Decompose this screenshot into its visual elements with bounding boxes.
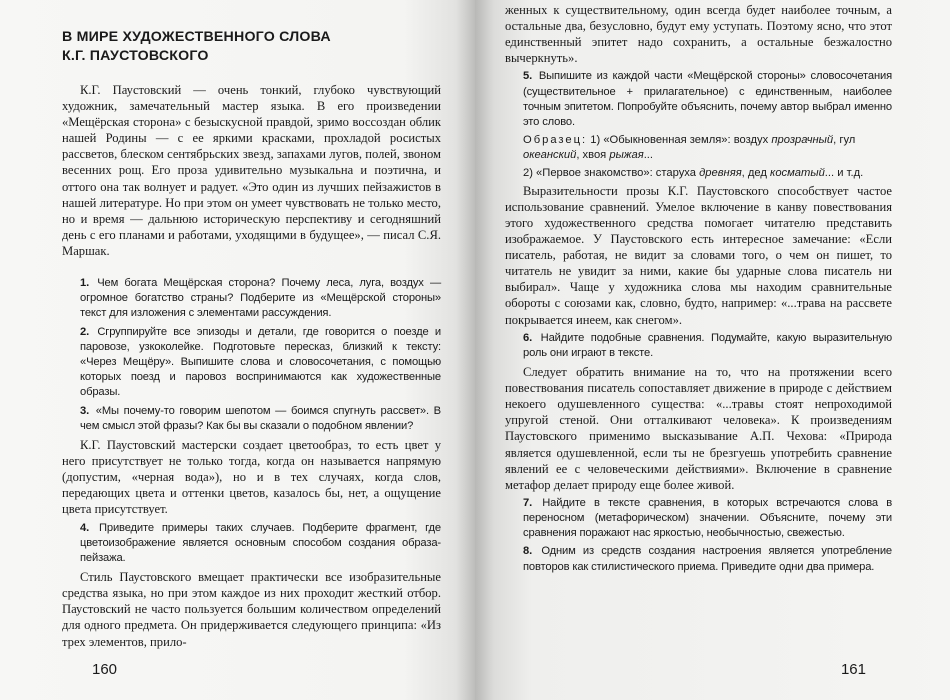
question-number: 8. [523,545,533,558]
question-6 [505,331,892,361]
question-number: 4. [80,521,90,534]
color-paragraph: К.Г. Паустовский мастерски создает цветообраз, то есть цвет у него присутствует не только тогда, когда он называется напрямую (допустим, «черная вода»), но и в тех случаях, когда слов, передающих цвета и оттенки цветов, казалось бы, нет, а ощущение цвета присутствует. [62,438,441,517]
spacer [62,259,441,273]
example-2-epithet-2: косматый [770,166,825,179]
right-page [475,0,950,700]
example-1-epithet-3: рыжая [609,149,644,162]
question-1 [62,276,441,322]
question-text: Найдите подобные сравнения. Подумайте, какую выразительную роль они играют в тексте. [523,331,892,359]
example-2-part-e: ... и т.д. [824,166,864,179]
example-1-epithet-1: прозрачный [771,134,834,147]
example-2-part-c: , дед [741,166,771,179]
question-number: 1. [80,277,90,290]
question-number: 7. [523,496,533,509]
page-number-right: 161 [840,661,866,678]
question-7 [505,496,892,542]
example-1-part-a: 1) «Обыкновенная земля»: воздух [590,134,772,147]
question-text: Приведите примеры таких случаев. Подберите фрагмент, где цветоизображение является основным способом создания образа-пейзажа. [80,521,441,564]
example-1-epithet-2: океанский [523,149,577,162]
question-number: 3. [80,404,90,417]
question-text: Найдите в тексте сравнения, в которых встречаются слова в переносном (метафорическом) значении. Объясните, почему эти сравнения поражают нас яркостью, необычностью, свежестью. [523,496,892,540]
question-5 [505,69,892,130]
comparison-paragraph: Выразительности прозы К.Г. Паустовского способствует частое использование сравнений. Умелое включение в канву повествования этого художественного средства помогает читателю представить изображаемое. У Паустовского есть интересное замечание: «Если писатель, работая, не видит за словами того, о чем он пишет, то читатель не увидит за ними, какие бы ударные слова писатель ни выбирал». Чаще у художника слова мы находим сравнительные обороты с союзами как, словно, будто, например: «...трава на рассвете покрывается инеем, как снегом». [505,183,892,327]
question-number: 5. [523,70,533,83]
question-text: Одним из средств создания настроения является употребление повторов как стилистического приема. Приведите одни два примера. [523,545,892,573]
example-label: Образец: [523,134,588,147]
page-number-left: 160 [92,661,118,678]
question-8 [505,544,892,574]
example-1-part-g: ... [643,149,654,162]
attention-paragraph: Следует обратить внимание на то, что на протяжении всего повествования писатель сопоставляет движение в природе с действием некоего одушевленного существа: «...травы стоят непроходимой упругой стеной. Они отталкивают человека». К произведениям Паустовского применимо высказывание А.П. Чехова: «Природа является одушевленной, если ты не брезгуешь употребить сравнение явлений ее с человеческими действиями». Включение в сравнение метафор делает природу еще более живой. [505,365,892,492]
question-3 [62,404,441,434]
question-text: Чем богата Мещёрская сторона? Почему леса, луга, воздух — огромное богатство страны? Подберите из «Мещёрской стороны» текст для изложения с элементами рассуждения. [80,277,441,320]
intro-paragraph: К.Г. Паустовский — очень тонкий, глубоко чувствующий художник, замечательный мастер языка. В его произведении «Мещёрская сторона» с безыскусной правдой, зримо воссоздан облик нашей Родины — с ее яркими красками, прохладой росистых рассветов, блеском сентябрьских звезд, запахами лугов, полей, звоном весенних рощ. Его проза удивительно музыкальна и поэтична, и оттого она так волнует и радует. «Это один из лучших пейзажистов в нашей литературе. Но при этом он умеет чувствовать не только место, но и время — дальнюю историческую перспективу и сегодняшний день с его планами и работами, уходящими в будущее», — писал С.Я. Маршак. [62,83,441,258]
heading-line-2: К.Г. ПАУСТОВСКОГО [62,48,209,64]
example-2-epithet-1: древняя [699,166,742,179]
question-number: 6. [523,331,533,344]
question-text: Сгруппируйте все эпизоды и детали, где говорится о поезде и паровозе, узкоколейке. Подготовьте пересказ, близкий к тексту: «Через Мещёру». Выпишите слова и словосочетания, с помощью которых поезд и паровоз воспринимаются как художественные образы. [80,325,441,399]
example-1-part-e: , хвоя [576,149,610,162]
chapter-heading [62,28,441,66]
question-text: Выпишите из каждой части «Мещёрской стороны» словосочетания (существительное + прилагательное) с единственным, наиболее точным эпитетом. Попробуйте объяснить, почему автор выбрал именно это слово. [523,70,892,128]
question-2 [62,325,441,401]
example-2-part-a: 2) «Первое знакомство»: старуха [523,166,700,179]
example-block-2 [505,166,892,181]
example-block-1 [505,133,892,163]
question-number: 2. [80,325,90,338]
question-text: «Мы почему-то говорим шепотом — боимся спугнуть рассвет». В чем смысл этой фразы? Как бы вы сказали о подобном явлении? [80,404,441,432]
example-1-part-c: , гул [833,134,856,147]
continued-paragraph: женных к существительному, один всегда будет наиболее точным, а остальные два, безусловно, будут ему уступать. Поэтому ясно, что этот единственный эпитет надо сохранить, а остальные безжалостно вычеркнуть». [505,3,892,66]
heading-line-1: В МИРЕ ХУДОЖЕСТВЕННОГО СЛОВА [62,29,331,45]
question-4 [62,521,441,567]
style-paragraph: Стиль Паустовского вмещает практически все изобразительные средства языка, но при этом каждое из них проходит жесткий отбор. Паустовский не часто пользуется большим количеством определений для одного предмета. Он придерживается следующего принципа: «Из трех элементов, прило- [62,570,441,649]
